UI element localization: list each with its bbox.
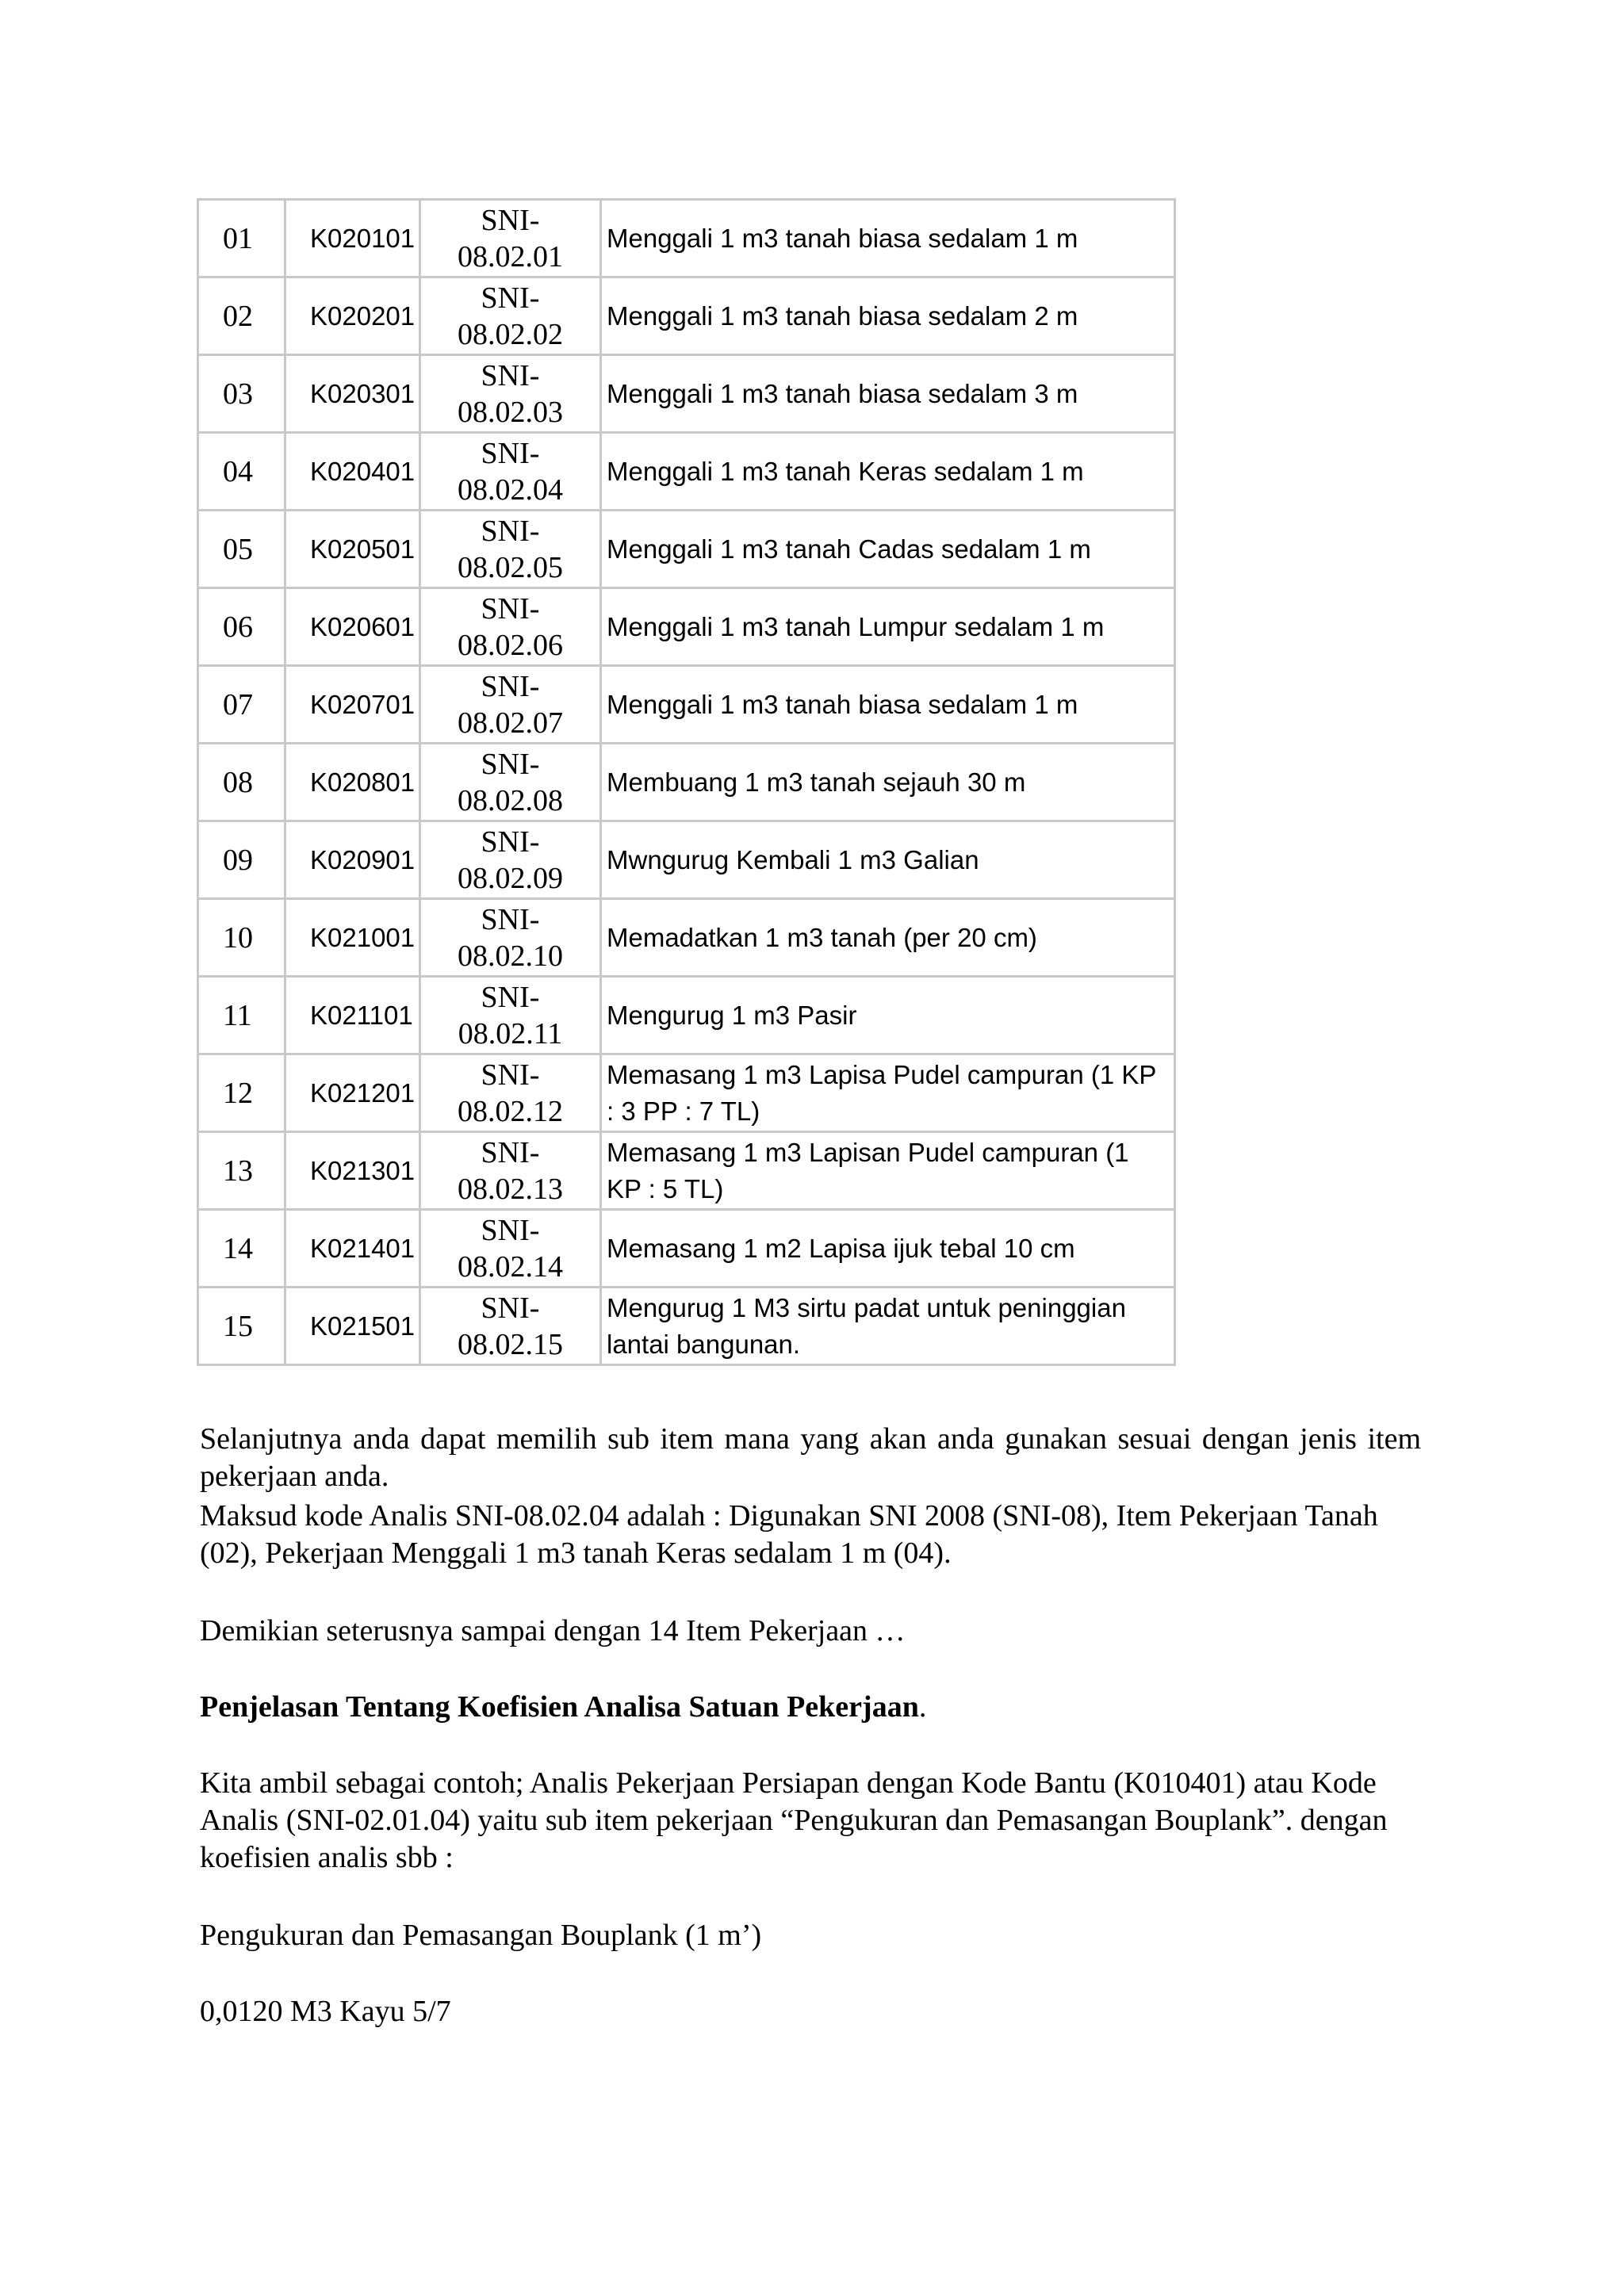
section-heading — [200, 1689, 1421, 1726]
sni-code — [420, 355, 601, 433]
sni-code — [420, 1054, 601, 1132]
table-row — [198, 744, 1175, 821]
item-description: Menggali 1 m3 tanah biasa sedalam 1 m — [601, 666, 1175, 744]
helper-code: K020401 — [285, 433, 420, 511]
sni-prefix: SNI- — [481, 203, 540, 237]
sni-prefix: SNI- — [481, 514, 540, 548]
table-row — [198, 899, 1175, 977]
sni-prefix: SNI- — [481, 747, 540, 781]
heading-period: . — [918, 1690, 927, 1724]
row-number: 04 — [198, 433, 285, 511]
table-row — [198, 588, 1175, 666]
paragraph-example: Kita ambil sebagai contoh; Analis Pekerjaan Persiapan dengan Kode Bantu (K010401) atau Kode Analis (SNI-02.01.04) yaitu sub item pekerjaan “Pengukuran dan Pemasangan Bouplank”. dengan koefisien analis sbb : — [200, 1766, 1388, 1874]
item-description: Memasang 1 m3 Lapisa Pudel campuran (1 KP : 3 PP : 7 TL) — [601, 1054, 1175, 1132]
sni-prefix: SNI- — [481, 980, 540, 1014]
table-row — [198, 277, 1175, 355]
sni-prefix: SNI- — [481, 1291, 540, 1325]
table-row — [198, 200, 1175, 277]
table-row — [198, 666, 1175, 744]
sni-code — [420, 1288, 601, 1365]
sni-prefix: SNI- — [481, 1135, 540, 1169]
table-row — [198, 1210, 1175, 1288]
analysis-items-table — [197, 198, 1176, 1366]
helper-code: K021501 — [285, 1288, 420, 1365]
helper-code: K021201 — [285, 1054, 420, 1132]
helper-code: K020201 — [285, 277, 420, 355]
row-number: 02 — [198, 277, 285, 355]
sni-code — [420, 977, 601, 1054]
sni-number: 08.02.10 — [458, 939, 563, 973]
sni-code — [420, 433, 601, 511]
helper-code: K020901 — [285, 821, 420, 899]
heading-text: Penjelasan Tentang Koefisien Analisa Satuan Pekerjaan — [200, 1690, 919, 1724]
helper-code: K020501 — [285, 511, 420, 588]
table-row — [198, 1054, 1175, 1132]
sni-prefix: SNI- — [481, 669, 540, 703]
row-number: 03 — [198, 355, 285, 433]
sni-number: 08.02.15 — [458, 1327, 563, 1361]
row-number: 14 — [198, 1210, 285, 1288]
helper-code: K020101 — [285, 200, 420, 277]
item-description: Menggali 1 m3 tanah biasa sedalam 2 m — [601, 277, 1175, 355]
row-number: 10 — [198, 899, 285, 977]
item-description: Mengurug 1 m3 Pasir — [601, 977, 1175, 1054]
helper-code: K021301 — [285, 1132, 420, 1210]
row-number: 01 — [198, 200, 285, 277]
sni-number: 08.02.09 — [458, 861, 563, 895]
sni-code — [420, 200, 601, 277]
sni-prefix: SNI- — [481, 281, 540, 315]
sni-code — [420, 588, 601, 666]
row-number: 07 — [198, 666, 285, 744]
row-number: 09 — [198, 821, 285, 899]
sni-code — [420, 666, 601, 744]
helper-code: K020301 — [285, 355, 420, 433]
sni-number: 08.02.12 — [458, 1094, 563, 1128]
sni-number: 08.02.11 — [458, 1016, 563, 1050]
item-description: Memadatkan 1 m3 tanah (per 20 cm) — [601, 899, 1175, 977]
helper-code: K020701 — [285, 666, 420, 744]
sni-code — [420, 1132, 601, 1210]
sni-code — [420, 821, 601, 899]
helper-code: K021401 — [285, 1210, 420, 1288]
item-description: Menggali 1 m3 tanah Cadas sedalam 1 m — [601, 511, 1175, 588]
item-description: Menggali 1 m3 tanah biasa sedalam 1 m — [601, 200, 1175, 277]
item-description: Menggali 1 m3 tanah Keras sedalam 1 m — [601, 433, 1175, 511]
row-number: 11 — [198, 977, 285, 1054]
paragraph-coefficient: 0,0120 M3 Kayu 5/7 — [200, 1995, 451, 2028]
sni-number: 08.02.13 — [458, 1172, 563, 1206]
table-row — [198, 977, 1175, 1054]
sni-code — [420, 899, 601, 977]
item-description: Mwngurug Kembali 1 m3 Galian — [601, 821, 1175, 899]
item-description: Membuang 1 m3 tanah sejauh 30 m — [601, 744, 1175, 821]
sni-number: 08.02.14 — [458, 1249, 563, 1284]
sni-code — [420, 744, 601, 821]
row-number: 12 — [198, 1054, 285, 1132]
item-description: Memasang 1 m3 Lapisan Pudel campuran (1 KP : 5 TL) — [601, 1132, 1175, 1210]
sni-code — [420, 1210, 601, 1288]
row-number: 06 — [198, 588, 285, 666]
item-description: Menggali 1 m3 tanah biasa sedalam 3 m — [601, 355, 1175, 433]
table-row — [198, 433, 1175, 511]
row-number: 08 — [198, 744, 285, 821]
helper-code: K020801 — [285, 744, 420, 821]
helper-code: K021001 — [285, 899, 420, 977]
sni-prefix: SNI- — [481, 1058, 540, 1092]
table-row — [198, 355, 1175, 433]
paragraph-intro: Selanjutnya anda dapat memilih sub item mana yang akan anda gunakan sesuai dengan jenis item pekerjaan anda. — [200, 1422, 1421, 1493]
table-row — [198, 511, 1175, 588]
sni-number: 08.02.03 — [458, 395, 563, 429]
row-number: 15 — [198, 1288, 285, 1365]
paragraph-bouplank: Pengukuran dan Pemasangan Bouplank (1 m’) — [200, 1919, 762, 1952]
sni-number: 08.02.01 — [458, 239, 563, 274]
sni-code — [420, 511, 601, 588]
item-description: Mengurug 1 M3 sirtu padat untuk peninggian lantai bangunan. — [601, 1288, 1175, 1365]
item-description: Memasang 1 m2 Lapisa ijuk tebal 10 cm — [601, 1210, 1175, 1288]
table-row — [198, 1132, 1175, 1210]
sni-prefix: SNI- — [481, 1213, 540, 1247]
row-number: 13 — [198, 1132, 285, 1210]
sni-number: 08.02.05 — [458, 550, 563, 584]
sni-number: 08.02.04 — [458, 473, 563, 507]
paragraph-code-meaning: Maksud kode Analis SNI-08.02.04 adalah : Digunakan SNI 2008 (SNI-08), Item Pekerjaan Tanah (02), Pekerjaan Menggali 1 m3 tanah Keras sedalam 1 m (04). — [200, 1499, 1378, 1570]
paragraph-continuation: Demikian seterusnya sampai dengan 14 Item Pekerjaan … — [200, 1614, 906, 1647]
sni-prefix: SNI- — [481, 436, 540, 470]
sni-code — [420, 277, 601, 355]
sni-prefix: SNI- — [481, 825, 540, 859]
sni-prefix: SNI- — [481, 591, 540, 626]
sni-prefix: SNI- — [481, 902, 540, 936]
row-number: 05 — [198, 511, 285, 588]
sni-prefix: SNI- — [481, 358, 540, 392]
item-description: Menggali 1 m3 tanah Lumpur sedalam 1 m — [601, 588, 1175, 666]
table-row — [198, 821, 1175, 899]
table-row — [198, 1288, 1175, 1365]
helper-code: K021101 — [285, 977, 420, 1054]
sni-number: 08.02.07 — [458, 706, 563, 740]
sni-number: 08.02.08 — [458, 783, 563, 817]
sni-number: 08.02.06 — [458, 628, 563, 662]
helper-code: K020601 — [285, 588, 420, 666]
sni-number: 08.02.02 — [458, 317, 563, 351]
